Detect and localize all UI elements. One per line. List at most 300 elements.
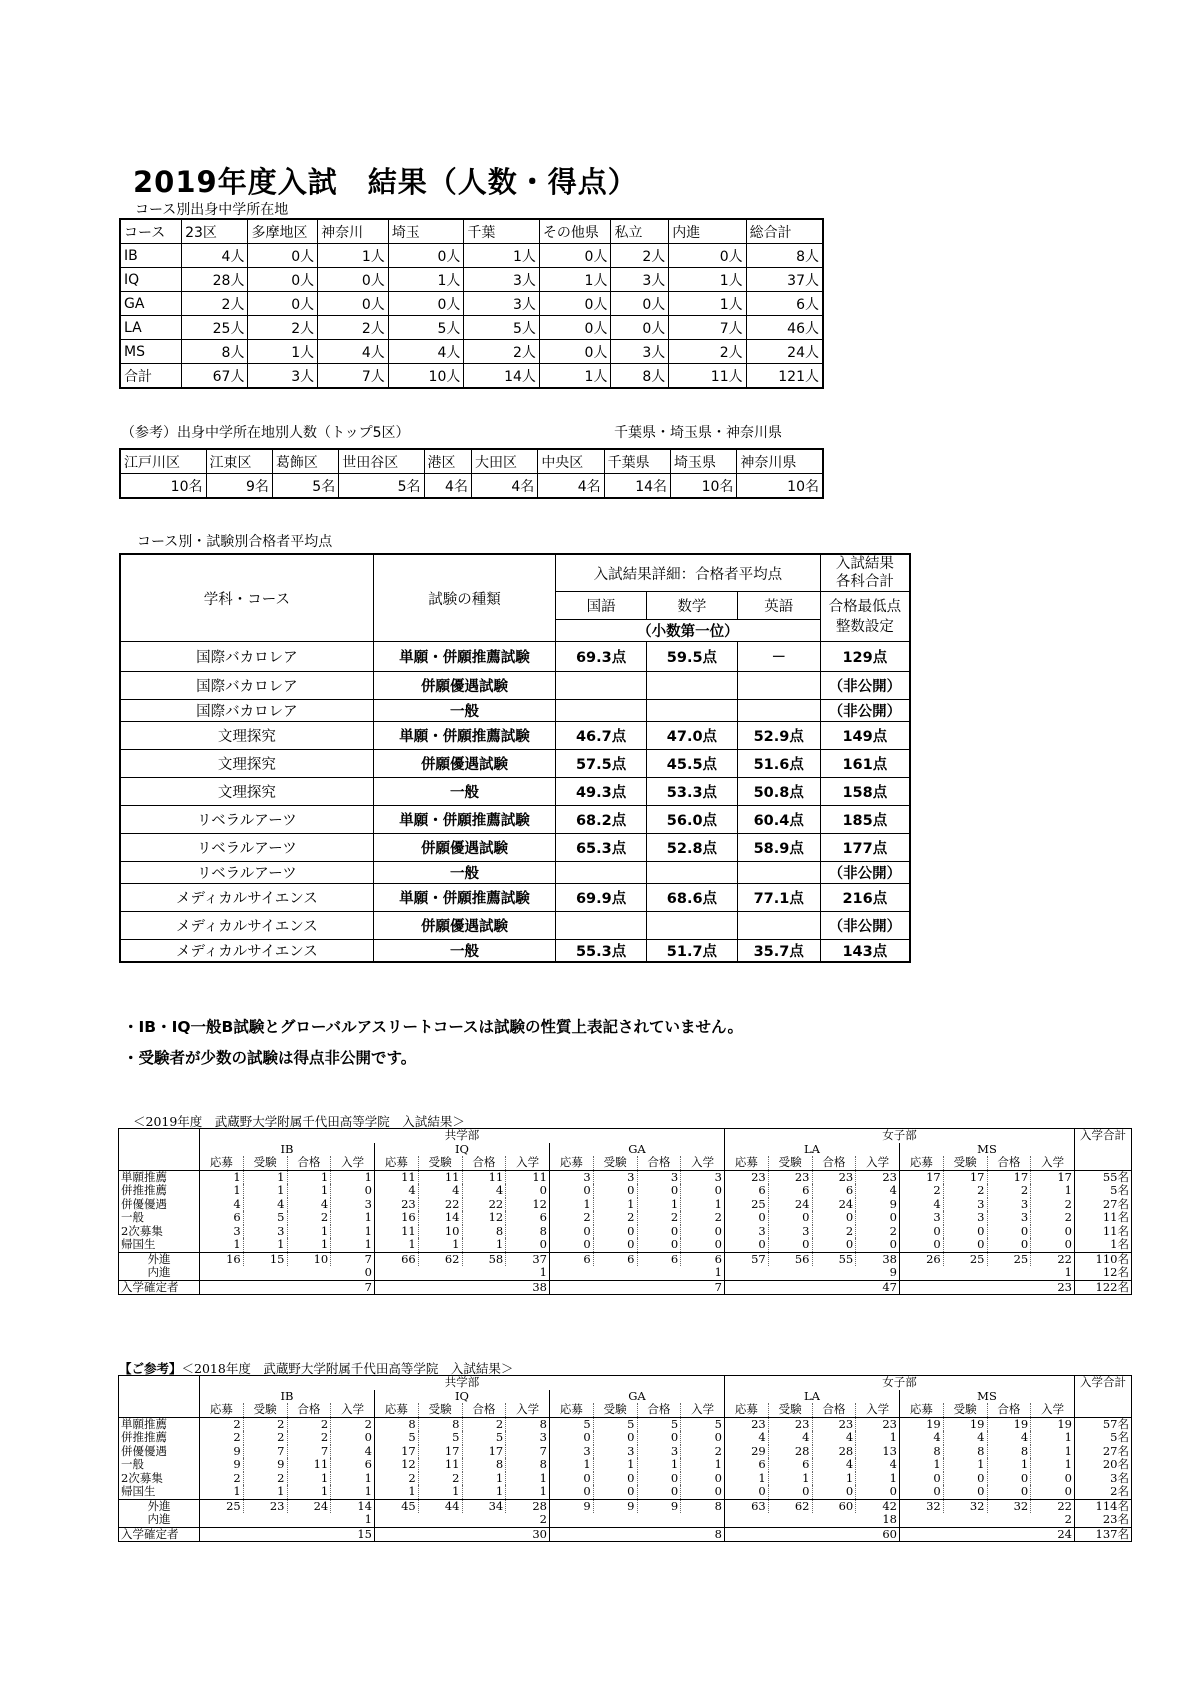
table-cell: 19 bbox=[943, 1417, 987, 1431]
table-cell: 22 bbox=[462, 1198, 506, 1212]
table-cell: 1 bbox=[1031, 1431, 1075, 1445]
table-cell: 18 bbox=[725, 1513, 900, 1527]
table-cell: 1 bbox=[243, 1184, 287, 1198]
sub-header: 入学 bbox=[506, 1156, 550, 1170]
table-cell: 46.7点 bbox=[556, 722, 647, 750]
table-cell: 0 bbox=[1031, 1225, 1075, 1239]
table-cell: 143点 bbox=[820, 940, 910, 963]
table-row bbox=[120, 292, 823, 316]
table-cell: 69.9点 bbox=[556, 884, 647, 912]
corner-cell bbox=[119, 1403, 200, 1417]
table-cell: 52.9点 bbox=[737, 722, 820, 750]
table-cell: 単願・併願推薦試験 bbox=[373, 722, 555, 750]
row-label: リベラルアーツ bbox=[120, 834, 373, 862]
table-cell: 1 bbox=[331, 1472, 375, 1486]
row-label: 外進 bbox=[119, 1499, 200, 1513]
row-label: 文理探究 bbox=[120, 722, 373, 750]
table-row-naishin bbox=[119, 1266, 1132, 1280]
table-cell: 0 bbox=[637, 1225, 681, 1239]
table-cell: 併願優遇試験 bbox=[373, 834, 555, 862]
table-cell: 0 bbox=[637, 1431, 681, 1445]
header-kokugo: 国語 bbox=[556, 592, 647, 620]
table-cell: 一般 bbox=[373, 700, 555, 722]
table-cell: 9 bbox=[550, 1499, 594, 1513]
table-cell: 6 bbox=[637, 1252, 681, 1266]
table-cell: 13 bbox=[856, 1445, 900, 1459]
table-cell: 0人 bbox=[611, 316, 669, 340]
sub-header: 合格 bbox=[812, 1156, 856, 1170]
table-cell bbox=[647, 912, 738, 940]
table-cell: 1 bbox=[243, 1238, 287, 1252]
sub-header: 受験 bbox=[418, 1156, 462, 1170]
table-cell: 9 bbox=[200, 1445, 244, 1459]
row-total: 12名 bbox=[1075, 1266, 1132, 1280]
table-cell: 0 bbox=[681, 1472, 725, 1486]
row-label: 合計 bbox=[120, 364, 182, 389]
table-cell: 6 bbox=[768, 1458, 812, 1472]
row-label: メディカルサイエンス bbox=[120, 940, 373, 963]
row-label: 文理探究 bbox=[120, 750, 373, 778]
row-total: 27名 bbox=[1075, 1198, 1132, 1212]
table-cell: 60 bbox=[725, 1527, 900, 1542]
table-cell: 17 bbox=[418, 1445, 462, 1459]
table-cell: 4人 bbox=[318, 340, 389, 364]
table-row bbox=[120, 862, 910, 884]
table-cell: 5 bbox=[593, 1417, 637, 1431]
table-cell: 22 bbox=[1031, 1252, 1075, 1266]
table-row bbox=[120, 642, 910, 672]
table-row bbox=[119, 1211, 1132, 1225]
table-cell: 4名 bbox=[538, 474, 604, 499]
table-cell: 0人 bbox=[388, 292, 464, 316]
course-header: IB bbox=[200, 1390, 375, 1404]
table-cell: 0人 bbox=[248, 292, 318, 316]
row-label: 外進 bbox=[119, 1252, 200, 1266]
table-row bbox=[119, 1170, 1132, 1184]
row-label: 併推推薦 bbox=[119, 1431, 200, 1445]
table-cell: 1 bbox=[550, 1198, 594, 1212]
table-cell: 1人 bbox=[464, 244, 540, 268]
table-cell: 65.3点 bbox=[556, 834, 647, 862]
row-label: リベラルアーツ bbox=[120, 806, 373, 834]
table-cell: 6 bbox=[593, 1252, 637, 1266]
table-cell: 3人 bbox=[464, 268, 540, 292]
table-cell: 7 bbox=[287, 1445, 331, 1459]
table-cell: 2 bbox=[243, 1431, 287, 1445]
table-cell: 0 bbox=[943, 1238, 987, 1252]
sub-header: 応募 bbox=[200, 1156, 244, 1170]
table-cell: 25 bbox=[987, 1252, 1031, 1266]
table-cell: 50.8点 bbox=[737, 778, 820, 806]
average-score-table bbox=[119, 553, 911, 963]
table-cell: 0 bbox=[856, 1238, 900, 1252]
table-cell: 1 bbox=[1031, 1458, 1075, 1472]
table-cell: 3 bbox=[637, 1445, 681, 1459]
table-cell: 1人 bbox=[539, 364, 611, 389]
table-cell: 0 bbox=[550, 1184, 594, 1198]
table-cell: 5人 bbox=[464, 316, 540, 340]
header-row-division bbox=[119, 1376, 1132, 1390]
table-cell: 4 bbox=[987, 1431, 1031, 1445]
table-cell: 11 bbox=[462, 1170, 506, 1184]
table-cell: 69.3点 bbox=[556, 642, 647, 672]
sub-header: 応募 bbox=[375, 1156, 419, 1170]
table-cell bbox=[737, 672, 820, 700]
table-cell: 0人 bbox=[248, 244, 318, 268]
column-header: 埼玉 bbox=[388, 219, 464, 244]
table-cell: 1 bbox=[243, 1170, 287, 1184]
total-header: 入学合計 bbox=[1075, 1376, 1132, 1418]
table-cell: 62 bbox=[768, 1499, 812, 1513]
column-header: その他県 bbox=[539, 219, 611, 244]
row-total: 27名 bbox=[1075, 1445, 1132, 1459]
table-cell: 149点 bbox=[820, 722, 910, 750]
table-cell: 8 bbox=[550, 1527, 725, 1542]
sub-header: 入学 bbox=[331, 1156, 375, 1170]
table-cell: 12 bbox=[506, 1198, 550, 1212]
table-cell: 161点 bbox=[820, 750, 910, 778]
table-header-row bbox=[120, 449, 823, 474]
table-cell: 46人 bbox=[746, 316, 823, 340]
table-cell: 1 bbox=[462, 1238, 506, 1252]
table-cell: 1 bbox=[943, 1458, 987, 1472]
table-cell: 2人 bbox=[669, 340, 746, 364]
table-cell: 2 bbox=[1031, 1211, 1075, 1225]
table-cell: 1 bbox=[200, 1513, 375, 1527]
table-cell: 56 bbox=[768, 1252, 812, 1266]
table-cell: 8人 bbox=[746, 244, 823, 268]
table-cell: 1 bbox=[243, 1485, 287, 1499]
header-eigo: 英語 bbox=[737, 592, 820, 620]
row-label: 内進 bbox=[119, 1513, 200, 1527]
table-cell: 29 bbox=[725, 1445, 769, 1459]
table-cell: 5 bbox=[637, 1417, 681, 1431]
table-cell: 1 bbox=[418, 1485, 462, 1499]
table-cell: 5 bbox=[243, 1211, 287, 1225]
sub-header: 入学 bbox=[506, 1403, 550, 1417]
sub-header: 入学 bbox=[1031, 1156, 1075, 1170]
table-cell: 1 bbox=[375, 1238, 419, 1252]
table-cell: 0人 bbox=[318, 268, 389, 292]
table-cell: 37 bbox=[506, 1252, 550, 1266]
table-cell: 4人 bbox=[182, 244, 248, 268]
table-cell: 2 bbox=[900, 1513, 1075, 1527]
table-cell: 17 bbox=[943, 1170, 987, 1184]
table-cell: 3人 bbox=[611, 340, 669, 364]
table-cell: 9 bbox=[243, 1458, 287, 1472]
table-cell: 1人 bbox=[669, 292, 746, 316]
table-row bbox=[120, 316, 823, 340]
table-cell: 8 bbox=[418, 1417, 462, 1431]
table-row bbox=[119, 1184, 1132, 1198]
table-cell: 22 bbox=[1031, 1499, 1075, 1513]
table-cell: 22 bbox=[418, 1198, 462, 1212]
table-cell: 1 bbox=[287, 1238, 331, 1252]
table-cell: 4 bbox=[287, 1198, 331, 1212]
table-cell: 9 bbox=[593, 1499, 637, 1513]
table-cell: 4 bbox=[200, 1198, 244, 1212]
course-header: GA bbox=[550, 1390, 725, 1404]
table-row bbox=[119, 1417, 1132, 1431]
table-cell: 4人 bbox=[388, 340, 464, 364]
table-cell: 0 bbox=[593, 1184, 637, 1198]
row-total: 20名 bbox=[1075, 1458, 1132, 1472]
table-cell: 一般 bbox=[373, 862, 555, 884]
table-cell: 0 bbox=[550, 1225, 594, 1239]
column-header: 千葉 bbox=[464, 219, 540, 244]
table-cell: 77.1点 bbox=[737, 884, 820, 912]
sub-header: 合格 bbox=[637, 1403, 681, 1417]
column-header: 千葉県 bbox=[604, 449, 670, 474]
table-cell: 3 bbox=[506, 1431, 550, 1445]
course-header: LA bbox=[725, 1390, 900, 1404]
course-origin-table bbox=[119, 218, 824, 389]
table-cell: 0 bbox=[812, 1485, 856, 1499]
column-header: コース bbox=[120, 219, 182, 244]
corner-cell bbox=[119, 1156, 200, 1170]
column-header: 多摩地区 bbox=[248, 219, 318, 244]
table-cell: 8 bbox=[987, 1445, 1031, 1459]
row-total: 11名 bbox=[1075, 1225, 1132, 1239]
table-cell: 14 bbox=[331, 1499, 375, 1513]
table-cell: 2人 bbox=[611, 244, 669, 268]
header-row-course bbox=[119, 1390, 1132, 1404]
row-total: 110名 bbox=[1075, 1252, 1132, 1266]
table-cell: 0 bbox=[593, 1472, 637, 1486]
table-cell: 0 bbox=[943, 1472, 987, 1486]
table-cell: （非公開） bbox=[820, 700, 910, 722]
table-row bbox=[120, 940, 910, 963]
table-row bbox=[120, 778, 910, 806]
row-total: 1名 bbox=[1075, 1238, 1132, 1252]
header-row-sub bbox=[119, 1156, 1132, 1170]
row-total: 114名 bbox=[1075, 1499, 1132, 1513]
table-cell: 68.2点 bbox=[556, 806, 647, 834]
table-cell: 11人 bbox=[669, 364, 746, 389]
table-cell: 2 bbox=[331, 1417, 375, 1431]
table-cell: 51.7点 bbox=[647, 940, 738, 963]
note-2: ・受験者が少数の試験は得点非公開です。 bbox=[123, 1049, 417, 1067]
table-cell: 2 bbox=[812, 1225, 856, 1239]
table-cell: 1 bbox=[287, 1225, 331, 1239]
row-total: 57名 bbox=[1075, 1417, 1132, 1431]
row-total: 23名 bbox=[1075, 1513, 1132, 1527]
table-cell: 17 bbox=[375, 1445, 419, 1459]
table-cell: 14名 bbox=[604, 474, 670, 499]
table-cell: 2 bbox=[375, 1472, 419, 1486]
table-cell: 55.3点 bbox=[556, 940, 647, 963]
row-label: 併推推薦 bbox=[119, 1184, 200, 1198]
table-cell: 3 bbox=[768, 1225, 812, 1239]
table-cell: 63 bbox=[725, 1499, 769, 1513]
table-cell: 2 bbox=[987, 1184, 1031, 1198]
header-decimal: （小数第一位） bbox=[556, 620, 820, 642]
note-1: ・IB・IQ一般B試験とグローバルアスリートコースは試験の性質上表記されていません。 bbox=[123, 1018, 743, 1036]
table-cell: 0 bbox=[725, 1485, 769, 1499]
table-cell: 0 bbox=[331, 1431, 375, 1445]
column-header: 葛飾区 bbox=[272, 449, 338, 474]
table-cell: 4 bbox=[418, 1184, 462, 1198]
table-row-gaishin bbox=[119, 1252, 1132, 1266]
table-cell: 185点 bbox=[820, 806, 910, 834]
table-cell: 単願・併願推薦試験 bbox=[373, 642, 555, 672]
column-header: 港区 bbox=[424, 449, 471, 474]
table-cell: 0人 bbox=[669, 244, 746, 268]
table-cell: 0 bbox=[856, 1485, 900, 1499]
table-cell bbox=[556, 700, 647, 722]
table-cell: 3 bbox=[550, 1170, 594, 1184]
table5-caption: 【ご参考】＜2018年度 武蔵野大学附属千代田高等学院 入試結果＞ bbox=[119, 1361, 514, 1376]
table-cell: 56.0点 bbox=[647, 806, 738, 834]
table-cell: 11 bbox=[418, 1458, 462, 1472]
table-cell: 2 bbox=[462, 1417, 506, 1431]
table-row bbox=[119, 1198, 1132, 1212]
table-cell: 10名 bbox=[120, 474, 206, 499]
table-cell: 1 bbox=[287, 1485, 331, 1499]
sub-header: 応募 bbox=[900, 1156, 944, 1170]
table-row bbox=[120, 700, 910, 722]
table-cell bbox=[737, 912, 820, 940]
table-cell bbox=[647, 672, 738, 700]
table-cell: 0 bbox=[1031, 1485, 1075, 1499]
table-cell: 1 bbox=[987, 1458, 1031, 1472]
table-cell: 16 bbox=[200, 1252, 244, 1266]
table-cell: 3 bbox=[637, 1170, 681, 1184]
table-cell: 3 bbox=[550, 1445, 594, 1459]
table-cell: 0 bbox=[593, 1431, 637, 1445]
sub-header: 合格 bbox=[812, 1403, 856, 1417]
table-cell: 2 bbox=[1031, 1198, 1075, 1212]
table-cell: 9 bbox=[856, 1198, 900, 1212]
table-cell: 8 bbox=[506, 1458, 550, 1472]
table-cell: 一般 bbox=[373, 778, 555, 806]
table-cell: 0 bbox=[637, 1184, 681, 1198]
table-cell: 23 bbox=[812, 1417, 856, 1431]
table-cell: 3人 bbox=[248, 364, 318, 389]
table-cell: 4 bbox=[462, 1184, 506, 1198]
table-cell bbox=[737, 700, 820, 722]
table-cell: 1 bbox=[1031, 1184, 1075, 1198]
sub-header: 受験 bbox=[243, 1156, 287, 1170]
row-label: メディカルサイエンス bbox=[120, 912, 373, 940]
table-cell: 1人 bbox=[248, 340, 318, 364]
table-cell: 1 bbox=[725, 1472, 769, 1486]
table-cell: 25 bbox=[725, 1198, 769, 1212]
table-cell: 3人 bbox=[611, 268, 669, 292]
table-row bbox=[120, 722, 910, 750]
course-header: IQ bbox=[375, 1143, 550, 1157]
table2-caption-right: 千葉県・埼玉県・神奈川県 bbox=[614, 425, 782, 441]
table-cell: 8 bbox=[943, 1445, 987, 1459]
row-label: 併優優遇 bbox=[119, 1445, 200, 1459]
row-label: 文理探究 bbox=[120, 778, 373, 806]
table-row bbox=[120, 244, 823, 268]
table-cell: 47 bbox=[725, 1280, 900, 1295]
table-cell: 2 bbox=[200, 1417, 244, 1431]
table-cell: 1 bbox=[900, 1458, 944, 1472]
table-cell: 0人 bbox=[539, 340, 611, 364]
table-row-kakutei bbox=[119, 1280, 1132, 1295]
table-cell: 11 bbox=[287, 1458, 331, 1472]
table-cell: 6 bbox=[681, 1252, 725, 1266]
table-cell: 1人 bbox=[539, 268, 611, 292]
table-cell: 1 bbox=[593, 1458, 637, 1472]
table-cell: 15 bbox=[200, 1527, 375, 1542]
table-cell: 23 bbox=[725, 1170, 769, 1184]
table-cell: 5 bbox=[375, 1431, 419, 1445]
row-label: メディカルサイエンス bbox=[120, 884, 373, 912]
table-cell: 47.0点 bbox=[647, 722, 738, 750]
table-cell: 4 bbox=[375, 1184, 419, 1198]
row-total: 5名 bbox=[1075, 1184, 1132, 1198]
table-cell: 8 bbox=[462, 1225, 506, 1239]
table-cell: 129点 bbox=[820, 642, 910, 672]
table-row bbox=[119, 1458, 1132, 1472]
row-label: 国際バカロレア bbox=[120, 672, 373, 700]
column-header: 世田谷区 bbox=[339, 449, 424, 474]
table-row bbox=[120, 806, 910, 834]
header-exam: 試験の種類 bbox=[373, 554, 555, 642]
table-cell: 1 bbox=[506, 1472, 550, 1486]
table1-caption: コース別出身中学所在地 bbox=[135, 202, 289, 218]
table-cell: 12 bbox=[462, 1211, 506, 1225]
table-cell: 17 bbox=[900, 1170, 944, 1184]
table-cell: 3人 bbox=[464, 292, 540, 316]
table-cell: 5名 bbox=[339, 474, 424, 499]
row-label: IQ bbox=[120, 268, 182, 292]
table-row bbox=[119, 1431, 1132, 1445]
table-cell: 49.3点 bbox=[556, 778, 647, 806]
table-cell: 2 bbox=[900, 1184, 944, 1198]
sub-header: 受験 bbox=[768, 1403, 812, 1417]
table-cell: 0 bbox=[987, 1238, 1031, 1252]
table-cell: 2 bbox=[287, 1431, 331, 1445]
table-cell: 3 bbox=[900, 1211, 944, 1225]
table4-caption: ＜2019年度 武蔵野大学附属千代田高等学院 入試結果＞ bbox=[133, 1114, 465, 1129]
table-cell: 25 bbox=[943, 1252, 987, 1266]
sub-header: 合格 bbox=[287, 1156, 331, 1170]
table-cell: 51.6点 bbox=[737, 750, 820, 778]
sub-header: 入学 bbox=[331, 1403, 375, 1417]
table-cell: 57.5点 bbox=[556, 750, 647, 778]
table-row bbox=[120, 340, 823, 364]
course-header: IQ bbox=[375, 1390, 550, 1404]
table-cell: 8 bbox=[462, 1458, 506, 1472]
table-cell: 0 bbox=[812, 1211, 856, 1225]
table-cell: 14人 bbox=[464, 364, 540, 389]
table-cell: （非公開） bbox=[820, 862, 910, 884]
column-header: 中央区 bbox=[538, 449, 604, 474]
table-cell: 32 bbox=[900, 1499, 944, 1513]
table-cell: 68.6点 bbox=[647, 884, 738, 912]
table-cell: 1 bbox=[200, 1184, 244, 1198]
table-cell: 55 bbox=[812, 1252, 856, 1266]
column-header: 総合計 bbox=[746, 219, 823, 244]
course-header: LA bbox=[725, 1143, 900, 1157]
table-cell: 2 bbox=[593, 1211, 637, 1225]
corner-cell bbox=[119, 1390, 200, 1404]
total-header: 入学合計 bbox=[1075, 1129, 1132, 1171]
table-cell: 1 bbox=[287, 1170, 331, 1184]
table-cell: 2 bbox=[287, 1211, 331, 1225]
results-2019-table bbox=[118, 1128, 1132, 1295]
table-cell: 2 bbox=[243, 1417, 287, 1431]
table-cell: 45 bbox=[375, 1499, 419, 1513]
table-cell: 17 bbox=[1031, 1170, 1075, 1184]
table-cell: 0 bbox=[725, 1211, 769, 1225]
sub-header: 応募 bbox=[725, 1403, 769, 1417]
table-cell: 0 bbox=[637, 1472, 681, 1486]
